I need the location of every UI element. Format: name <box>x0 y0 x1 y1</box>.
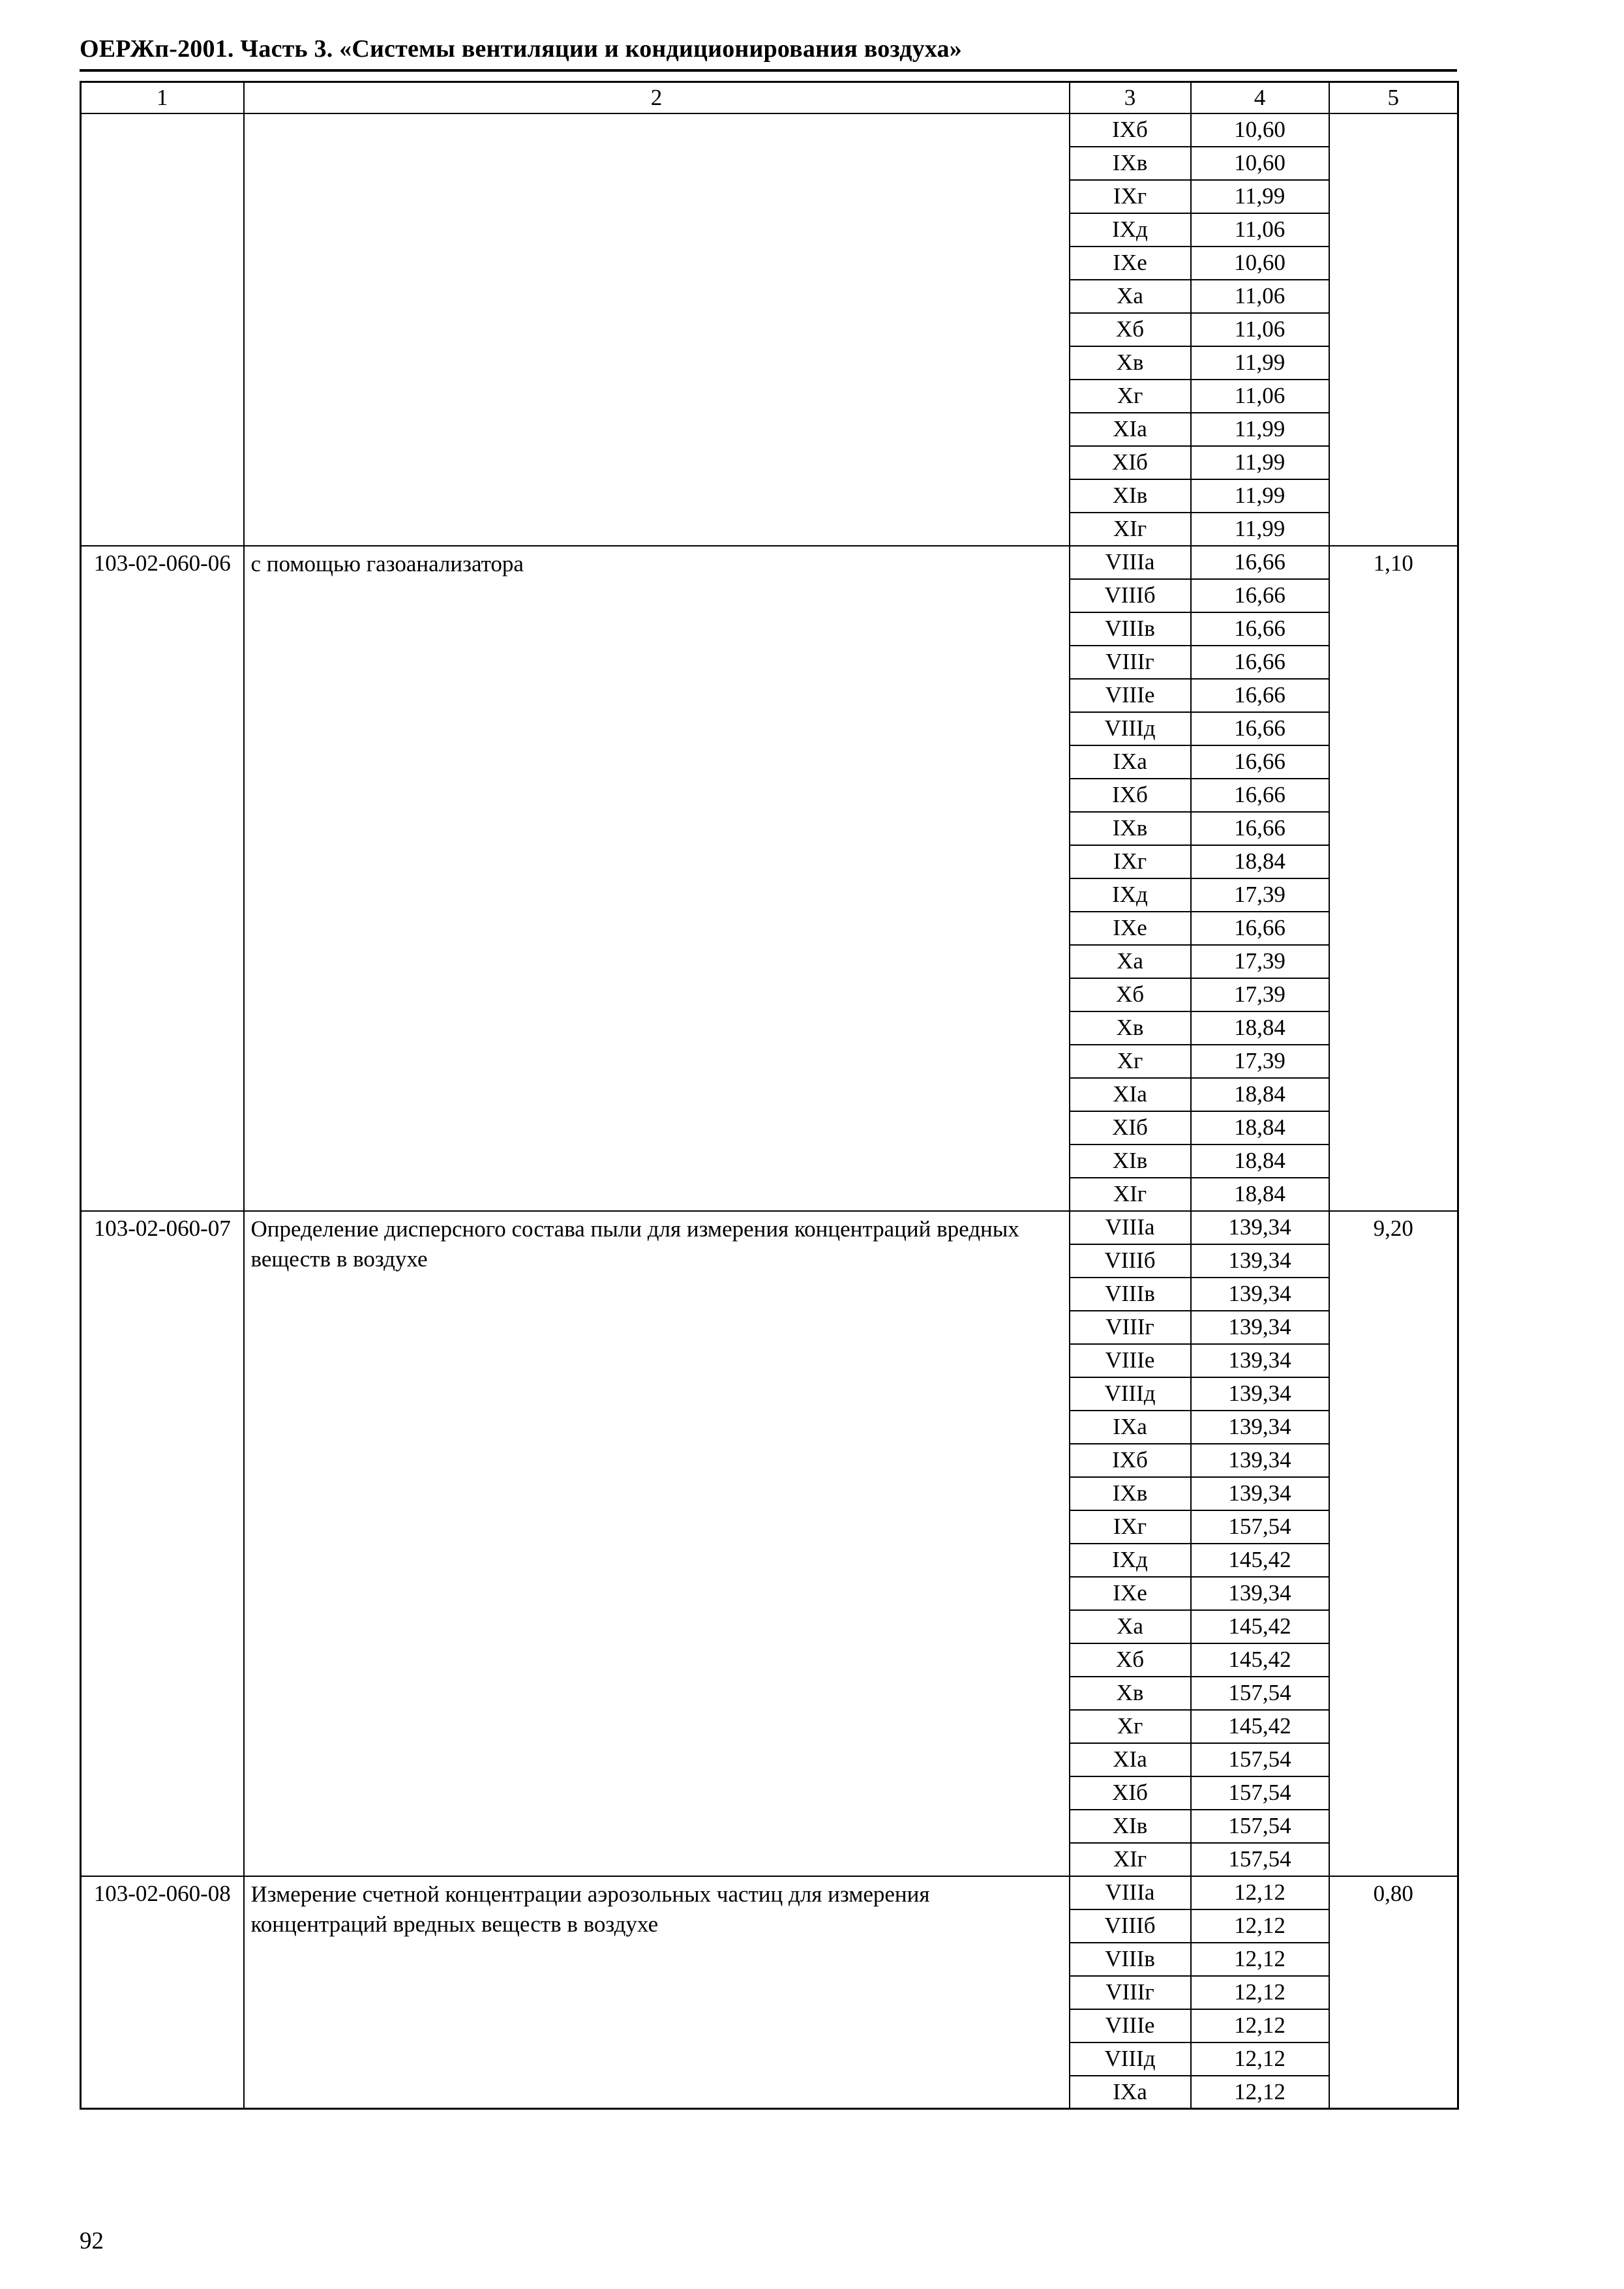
value-cell: 157,54 <box>1191 1810 1329 1843</box>
table-row <box>81 1876 1458 1909</box>
value-cell: 16,66 <box>1191 745 1329 779</box>
value-cell: 16,66 <box>1191 779 1329 812</box>
code-cell: 103-02-060-08 <box>81 1876 244 2109</box>
value-cell: 145,42 <box>1191 1610 1329 1643</box>
category-cell: Xв <box>1070 1011 1191 1045</box>
category-cell: IXд <box>1070 1544 1191 1577</box>
category-cell: VIIIа <box>1070 546 1191 579</box>
value-cell: 12,12 <box>1191 1943 1329 1976</box>
category-cell: VIIIв <box>1070 1278 1191 1311</box>
value-cell: 145,42 <box>1191 1710 1329 1743</box>
category-cell: Xг <box>1070 380 1191 413</box>
value-cell: 157,54 <box>1191 1743 1329 1776</box>
column-header-3: 3 <box>1070 82 1191 113</box>
code-cell: 103-02-060-07 <box>81 1211 244 1876</box>
category-cell: IXб <box>1070 779 1191 812</box>
table-row <box>81 1211 1458 1244</box>
category-cell: XIв <box>1070 1144 1191 1178</box>
value-cell: 11,06 <box>1191 280 1329 313</box>
value-cell: 17,39 <box>1191 978 1329 1011</box>
category-cell: XIв <box>1070 479 1191 513</box>
factor-cell: 9,20 <box>1329 1211 1458 1876</box>
category-cell: VIIIв <box>1070 612 1191 646</box>
category-cell: IXг <box>1070 845 1191 878</box>
category-cell: VIIIб <box>1070 1909 1191 1943</box>
category-cell: VIIIг <box>1070 1976 1191 2009</box>
value-cell: 16,66 <box>1191 812 1329 845</box>
value-cell: 11,06 <box>1191 380 1329 413</box>
category-cell: IXд <box>1070 213 1191 247</box>
value-cell: 17,39 <box>1191 945 1329 978</box>
value-cell: 139,34 <box>1191 1278 1329 1311</box>
rates-table <box>80 81 1459 2110</box>
category-cell: XIб <box>1070 446 1191 479</box>
category-cell: Xб <box>1070 1643 1191 1677</box>
category-cell: IXг <box>1070 180 1191 213</box>
category-cell: VIIIг <box>1070 646 1191 679</box>
category-cell: XIа <box>1070 413 1191 446</box>
category-cell: Xа <box>1070 1610 1191 1643</box>
category-cell: IXб <box>1070 1444 1191 1477</box>
category-cell: XIа <box>1070 1078 1191 1111</box>
category-cell: VIIIе <box>1070 1344 1191 1377</box>
value-cell: 16,66 <box>1191 546 1329 579</box>
value-cell: 11,99 <box>1191 180 1329 213</box>
value-cell: 139,34 <box>1191 1377 1329 1411</box>
value-cell: 139,34 <box>1191 1244 1329 1278</box>
value-cell: 11,06 <box>1191 213 1329 247</box>
value-cell: 10,60 <box>1191 247 1329 280</box>
value-cell: 157,54 <box>1191 1776 1329 1810</box>
value-cell: 12,12 <box>1191 1976 1329 2009</box>
category-cell: XIг <box>1070 1178 1191 1211</box>
category-cell: VIIIа <box>1070 1876 1191 1909</box>
column-number-row <box>81 82 1458 113</box>
category-cell: IXв <box>1070 812 1191 845</box>
table-body <box>81 113 1458 2109</box>
value-cell: 11,06 <box>1191 313 1329 346</box>
value-cell: 139,34 <box>1191 1344 1329 1377</box>
category-cell: IXд <box>1070 878 1191 912</box>
category-cell: Xа <box>1070 280 1191 313</box>
value-cell: 11,99 <box>1191 346 1329 380</box>
category-cell: Xг <box>1070 1710 1191 1743</box>
category-cell: VIIIб <box>1070 579 1191 612</box>
value-cell: 11,99 <box>1191 513 1329 546</box>
description-cell <box>244 113 1070 546</box>
value-cell: 18,84 <box>1191 845 1329 878</box>
code-cell <box>81 113 244 546</box>
category-cell: VIIIб <box>1070 1244 1191 1278</box>
value-cell: 17,39 <box>1191 1045 1329 1078</box>
category-cell: IXа <box>1070 2076 1191 2109</box>
category-cell: IXе <box>1070 1577 1191 1610</box>
category-cell: XIа <box>1070 1743 1191 1776</box>
table-row <box>81 113 1458 147</box>
category-cell: VIIIв <box>1070 1943 1191 1976</box>
value-cell: 12,12 <box>1191 2076 1329 2109</box>
value-cell: 16,66 <box>1191 712 1329 745</box>
category-cell: XIг <box>1070 513 1191 546</box>
value-cell: 157,54 <box>1191 1843 1329 1876</box>
category-cell: XIб <box>1070 1111 1191 1144</box>
category-cell: IXе <box>1070 247 1191 280</box>
category-cell: IXв <box>1070 147 1191 180</box>
category-cell: IXв <box>1070 1477 1191 1510</box>
value-cell: 18,84 <box>1191 1011 1329 1045</box>
category-cell: IXа <box>1070 745 1191 779</box>
category-cell: Xб <box>1070 978 1191 1011</box>
category-cell: XIг <box>1070 1843 1191 1876</box>
category-cell: XIб <box>1070 1776 1191 1810</box>
category-cell: VIIIе <box>1070 2009 1191 2042</box>
value-cell: 16,66 <box>1191 646 1329 679</box>
column-header-4: 4 <box>1191 82 1329 113</box>
factor-cell: 1,10 <box>1329 546 1458 1211</box>
description-cell: Определение дисперсного состава пыли для измерения концентраций вредных веществ в воздухе <box>244 1211 1070 1876</box>
column-header-1: 1 <box>81 82 244 113</box>
value-cell: 12,12 <box>1191 1909 1329 1943</box>
page-number: 92 <box>80 2228 104 2254</box>
value-cell: 16,66 <box>1191 912 1329 945</box>
category-cell: VIIIг <box>1070 1311 1191 1344</box>
value-cell: 16,66 <box>1191 679 1329 712</box>
value-cell: 10,60 <box>1191 113 1329 147</box>
value-cell: 17,39 <box>1191 878 1329 912</box>
code-cell: 103-02-060-06 <box>81 546 244 1211</box>
value-cell: 11,99 <box>1191 479 1329 513</box>
value-cell: 16,66 <box>1191 579 1329 612</box>
value-cell: 12,12 <box>1191 2042 1329 2076</box>
description-cell: с помощью газоанализатора <box>244 546 1070 1211</box>
category-cell: VIIIд <box>1070 2042 1191 2076</box>
table-header <box>81 82 1458 113</box>
category-cell: VIIIд <box>1070 712 1191 745</box>
category-cell: VIIIе <box>1070 679 1191 712</box>
category-cell: Xб <box>1070 313 1191 346</box>
category-cell: IXб <box>1070 113 1191 147</box>
category-cell: VIIIд <box>1070 1377 1191 1411</box>
value-cell: 139,34 <box>1191 1444 1329 1477</box>
category-cell: VIIIа <box>1070 1211 1191 1244</box>
value-cell: 18,84 <box>1191 1078 1329 1111</box>
value-cell: 157,54 <box>1191 1510 1329 1544</box>
category-cell: XIв <box>1070 1810 1191 1843</box>
category-cell: IXа <box>1070 1411 1191 1444</box>
value-cell: 16,66 <box>1191 612 1329 646</box>
value-cell: 139,34 <box>1191 1411 1329 1444</box>
column-header-2: 2 <box>244 82 1070 113</box>
value-cell: 10,60 <box>1191 147 1329 180</box>
table-row <box>81 546 1458 579</box>
value-cell: 18,84 <box>1191 1111 1329 1144</box>
document-title: ОЕРЖп-2001. Часть 3. «Системы вентиляции и кондиционирования воздуха» <box>80 34 1457 72</box>
column-header-5: 5 <box>1329 82 1458 113</box>
value-cell: 139,34 <box>1191 1477 1329 1510</box>
category-cell: Xв <box>1070 1677 1191 1710</box>
value-cell: 145,42 <box>1191 1643 1329 1677</box>
value-cell: 11,99 <box>1191 446 1329 479</box>
value-cell: 139,34 <box>1191 1311 1329 1344</box>
value-cell: 157,54 <box>1191 1677 1329 1710</box>
factor-cell <box>1329 113 1458 546</box>
factor-cell: 0,80 <box>1329 1876 1458 2109</box>
description-cell: Измерение счетной концентрации аэрозольных частиц для измерения концентраций вредных веществ в воздухе <box>244 1876 1070 2109</box>
value-cell: 18,84 <box>1191 1178 1329 1211</box>
category-cell: IXе <box>1070 912 1191 945</box>
category-cell: IXг <box>1070 1510 1191 1544</box>
category-cell: Xа <box>1070 945 1191 978</box>
value-cell: 145,42 <box>1191 1544 1329 1577</box>
category-cell: Xв <box>1070 346 1191 380</box>
value-cell: 18,84 <box>1191 1144 1329 1178</box>
category-cell: Xг <box>1070 1045 1191 1078</box>
value-cell: 11,99 <box>1191 413 1329 446</box>
value-cell: 139,34 <box>1191 1211 1329 1244</box>
value-cell: 139,34 <box>1191 1577 1329 1610</box>
value-cell: 12,12 <box>1191 1876 1329 1909</box>
value-cell: 12,12 <box>1191 2009 1329 2042</box>
